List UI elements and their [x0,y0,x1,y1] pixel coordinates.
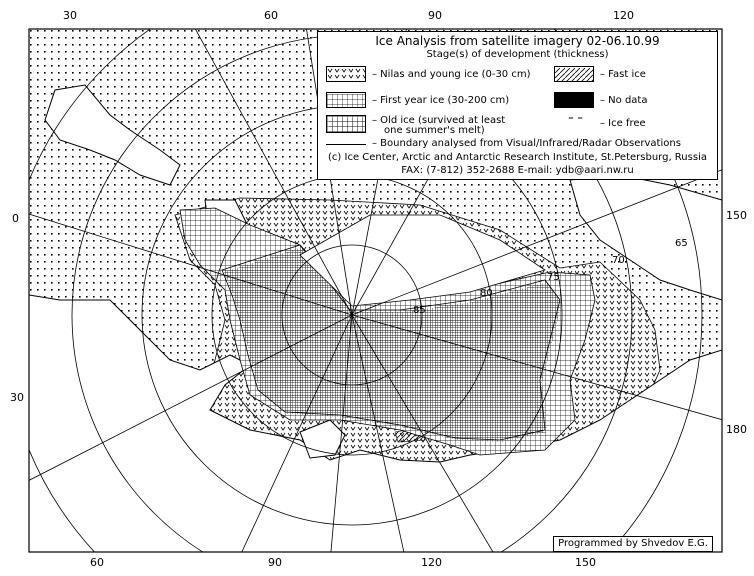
lat-label-70: 70 [612,255,625,266]
lat-label-75: 75 [547,272,560,283]
legend-subtitle: Stage(s) of development (thickness) [426,49,609,60]
legend-first-year-label: – First year ice (30-200 cm) [372,95,510,106]
nilas-swatch [326,66,366,82]
lon-label-top-60: 60 [264,9,278,22]
lon-label-bottom-120: 120 [421,556,442,569]
lat-label-80: 80 [480,288,493,299]
lon-label-top-120: 120 [613,9,634,22]
legend-no-data-label: – No data [600,95,648,106]
lon-label-top-90: 90 [428,9,442,22]
lat-label-85: 85 [413,305,426,316]
fast-ice-swatch [554,66,594,82]
ice-free-symbol: ⁼ ⁼ [568,113,584,126]
lon-label-top-30: 30 [63,9,77,22]
lon-label-bottom-90: 90 [268,556,282,569]
programmer-credit: Programmed by Shvedov E.G. [553,536,713,552]
legend-ice-free-label: – Ice free [600,118,646,129]
no-data-swatch [554,92,594,108]
legend-boundary-label: – Boundary analysed from Visual/Infrared/Radar Observations [372,138,681,149]
old-ice-swatch [326,115,366,133]
legend-box [317,31,718,180]
first-year-swatch [326,92,366,108]
lon-label-bottom-60: 60 [90,556,104,569]
legend-nilas-label: – Nilas and young ice (0-30 cm) [372,69,531,80]
legend-old-ice-label-2: one summer's melt) [384,125,485,136]
lat-label-65: 65 [675,238,688,249]
lon-label-bottom-150: 150 [575,556,596,569]
credit-institute: (c) Ice Center, Arctic and Antarctic Research Institute, St.Petersburg, Russia [328,152,707,163]
lon-label-right-180: 180 [726,423,747,436]
lon-label-right-150: 150 [726,209,747,222]
credit-contact: FAX: (7-812) 352-2688 E-mail: ydb@aari.nw.ru [401,165,634,176]
lon-label-left-30: 30 [10,391,24,404]
map-title: Ice Analysis from satellite imagery 02-06.10.99 [375,34,660,48]
lon-label-left-0: 0 [12,212,19,225]
legend-old-ice-label-1: – Old ice (survived at least [372,115,506,126]
boundary-line-swatch [326,144,366,145]
legend-fast-ice-label: – Fast ice [600,69,646,80]
